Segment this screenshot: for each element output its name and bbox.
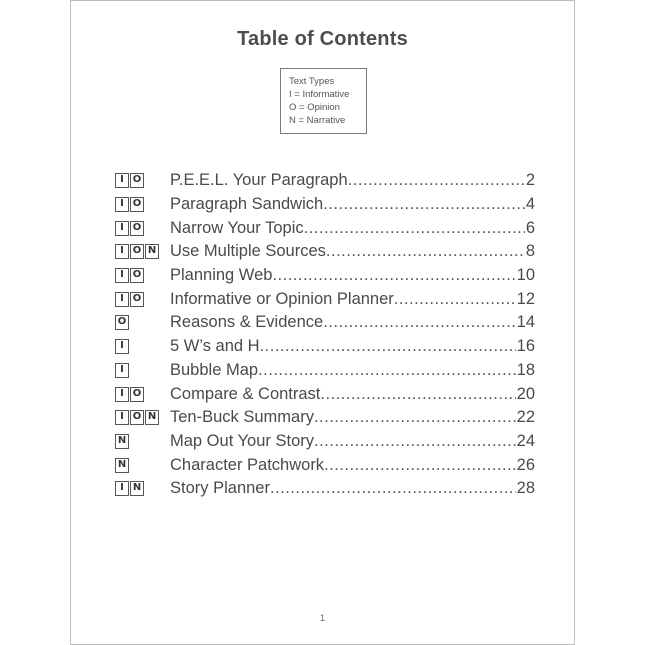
toc-entry-page: 26 [516, 455, 535, 474]
toc-entry-page: 22 [516, 408, 535, 427]
text-type-badges [115, 197, 170, 212]
dot-leader [314, 408, 516, 427]
toc-entry-label: 5 W’s and H [170, 337, 260, 356]
toc-entry[interactable] [115, 169, 535, 193]
toc-entry-text [170, 479, 535, 498]
dot-leader [258, 361, 516, 380]
dot-leader [272, 266, 515, 285]
toc-entry-label: P.E.E.L. Your Paragraph [170, 171, 348, 190]
dot-leader [348, 171, 525, 190]
toc-entry-text [170, 242, 535, 261]
toc-entry-label: Character Patchwork [170, 455, 325, 474]
toc-entry[interactable] [115, 359, 535, 383]
toc-entry-page: 28 [516, 479, 535, 498]
text-type-badge: I [115, 387, 129, 402]
toc-entry[interactable] [115, 335, 535, 359]
toc-entry[interactable] [115, 430, 535, 454]
toc-entry-text [170, 337, 535, 356]
toc-entry[interactable] [115, 264, 535, 288]
toc-entry-label: Planning Web [170, 266, 273, 285]
toc-entry[interactable] [115, 216, 535, 240]
page-title: Table of Contents [237, 28, 408, 50]
toc-entry-page: 2 [525, 171, 535, 190]
toc-entry-page: 12 [516, 289, 535, 308]
toc-entry-text [170, 171, 535, 190]
text-type-badge: I [115, 481, 129, 496]
toc-entry-text [170, 195, 535, 214]
toc-entry-page: 8 [525, 242, 535, 261]
text-types-legend [280, 68, 367, 134]
toc-entry-text [170, 408, 535, 427]
text-type-badges [115, 244, 170, 259]
text-type-badge: O [130, 173, 144, 188]
dot-leader [270, 479, 516, 498]
text-type-badges [115, 458, 170, 473]
toc-entry[interactable] [115, 311, 535, 335]
toc-entry-text [170, 290, 535, 309]
toc-entry-page: 14 [516, 313, 535, 332]
text-type-badges [115, 315, 170, 330]
legend-item-narrative: N = Narrative [289, 115, 346, 126]
text-type-badge: O [130, 292, 144, 307]
text-type-badges [115, 434, 170, 449]
legend-item-informative: I = Informative [289, 89, 350, 100]
text-type-badges [115, 387, 170, 402]
dot-leader [314, 432, 516, 451]
text-type-badge: I [115, 221, 129, 236]
dot-leader [394, 290, 516, 309]
toc-entry-label: Story Planner [170, 479, 270, 498]
text-type-badge: N [145, 244, 159, 259]
dot-leader [260, 337, 516, 356]
toc-entry-label: Paragraph Sandwich [170, 195, 324, 214]
text-type-badge: I [115, 410, 129, 425]
toc-entry[interactable] [115, 477, 535, 501]
toc-entry-page: 18 [516, 360, 535, 379]
text-type-badge: O [130, 197, 144, 212]
text-type-badge: O [130, 387, 144, 402]
page-number: 1 [319, 613, 325, 623]
text-type-badges [115, 363, 170, 378]
toc-entry-label: Compare & Contrast [170, 384, 321, 403]
toc-entry-page: 4 [525, 195, 535, 214]
toc-entry-text [170, 313, 535, 332]
toc-entry-label: Reasons & Evidence [170, 313, 324, 332]
text-type-badge: I [115, 244, 129, 259]
text-type-badge: N [130, 481, 144, 496]
toc-entry-page: 10 [516, 266, 535, 285]
text-type-badge: O [115, 315, 129, 330]
dot-leader [326, 242, 525, 261]
legend-heading: Text Types [289, 76, 335, 87]
dot-leader [324, 456, 516, 475]
text-type-badges [115, 173, 170, 188]
text-type-badge: I [115, 363, 129, 378]
text-type-badge: I [115, 173, 129, 188]
dot-leader [320, 385, 515, 404]
toc-entry-page: 6 [525, 218, 535, 237]
dot-leader [323, 313, 515, 332]
dot-leader [323, 195, 525, 214]
toc-entry-label: Informative or Opinion Planner [170, 289, 394, 308]
toc-list [115, 169, 535, 501]
dot-leader [304, 219, 525, 238]
legend-item-opinion: O = Opinion [289, 102, 340, 113]
text-type-badges [115, 339, 170, 354]
toc-entry-label: Bubble Map [170, 360, 259, 379]
text-type-badge: N [115, 434, 129, 449]
text-type-badge: O [130, 221, 144, 236]
text-type-badges [115, 292, 170, 307]
toc-entry[interactable] [115, 240, 535, 264]
text-type-badges [115, 410, 170, 425]
toc-entry[interactable] [115, 406, 535, 430]
text-type-badge: I [115, 197, 129, 212]
toc-entry-text [170, 361, 535, 380]
toc-entry-text [170, 219, 535, 238]
toc-entry-text [170, 456, 535, 475]
text-type-badge: O [130, 268, 144, 283]
text-type-badges [115, 268, 170, 283]
toc-entry[interactable] [115, 382, 535, 406]
toc-entry-page: 24 [516, 431, 535, 450]
toc-entry[interactable] [115, 453, 535, 477]
text-type-badge: O [130, 244, 144, 259]
toc-entry-page: 20 [516, 384, 535, 403]
toc-entry-label: Ten-Buck Summary [170, 408, 314, 427]
text-type-badge: I [115, 339, 129, 354]
text-type-badge: O [130, 410, 144, 425]
document-page [70, 0, 575, 645]
toc-entry-page: 16 [516, 337, 535, 356]
toc-entry[interactable] [115, 193, 535, 217]
toc-entry[interactable] [115, 287, 535, 311]
toc-entry-label: Narrow Your Topic [170, 218, 304, 237]
toc-entry-label: Map Out Your Story [170, 431, 314, 450]
toc-entry-text [170, 432, 535, 451]
text-type-badge: N [115, 458, 129, 473]
toc-entry-text [170, 266, 535, 285]
toc-entry-label: Use Multiple Sources [170, 242, 326, 261]
text-type-badges [115, 481, 170, 496]
text-type-badge: I [115, 292, 129, 307]
text-type-badge: N [145, 410, 159, 425]
toc-entry-text [170, 385, 535, 404]
text-type-badges [115, 221, 170, 236]
text-type-badge: I [115, 268, 129, 283]
